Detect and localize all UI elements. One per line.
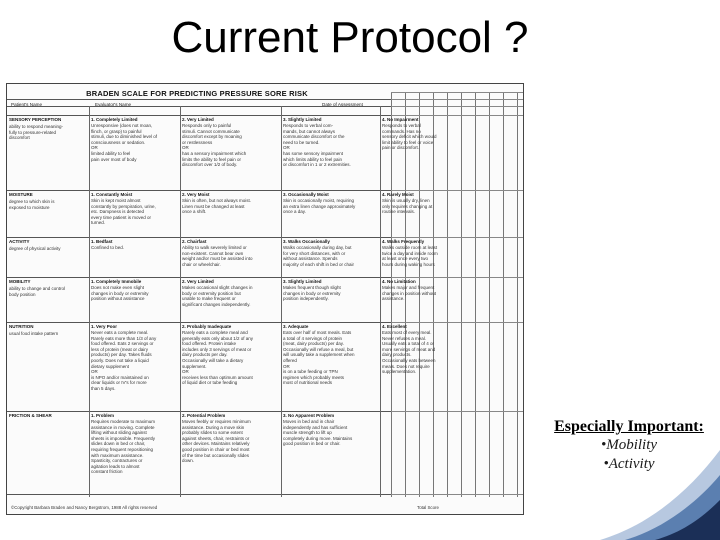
copyright-footer: ©Copyright Barbara Braden and Nancy Bergstrom, 1988 All rights reserved: [11, 505, 158, 510]
criterion-heading: 1. Bedfast: [91, 239, 113, 244]
decorative-corner-swoosh: [600, 430, 720, 540]
score-row-line: [391, 106, 523, 107]
grid-hline: [7, 494, 391, 495]
note-item-mobility: •Mobility: [600, 437, 658, 453]
criterion-heading: 4. Walks Frequently: [382, 239, 425, 244]
grid-hline: [7, 190, 391, 191]
score-row-line: [391, 494, 523, 495]
evaluator-name-label: Evaluator's Name: [95, 102, 132, 107]
score-column-line: [461, 92, 462, 497]
grid-vline: [180, 106, 181, 497]
row-name: MOISTURE: [9, 192, 33, 197]
row-description: ability to respond meaning- fully to pressure-related discomfort: [9, 124, 64, 141]
criterion-text: Skin is kept moist almost constantly by perspiration, urine, etc. Dampness is detected every time patient is moved or turned.: [91, 198, 156, 226]
criterion-heading: 3. Occasionally Moist: [283, 192, 329, 197]
row-name: MOBILITY: [9, 279, 31, 284]
score-row-line: [391, 411, 523, 412]
grid-hline: [7, 115, 391, 116]
criterion-heading: 3. Walks Occasionally: [283, 239, 330, 244]
grid-hline: [7, 237, 391, 238]
form-title: BRADEN SCALE FOR PREDICTING PRESSURE SORE RISK: [86, 89, 308, 98]
grid-hline: [7, 411, 391, 412]
grid-hline: [7, 99, 391, 100]
criterion-heading: 3. Slightly Limited: [283, 117, 322, 122]
score-row-line: [391, 237, 523, 238]
row-name: FRICTION & SHEAR: [9, 413, 52, 418]
score-row-line: [391, 322, 523, 323]
criterion-heading: 2. Very Limited: [182, 279, 214, 284]
grid-vline: [281, 106, 282, 497]
criterion-heading: 3. Adequate: [283, 324, 309, 329]
criterion-text: Unresponsive (does not moan, flinch, or grasp) to painful stimuli, due to diminished level of consciousness or sedation. OR limited ability to feel pain over most of body: [91, 123, 158, 162]
criterion-text: Skin is occasionally moist, requiring an extra linen change approximately once a day.: [283, 198, 356, 215]
criterion-heading: 4. No Impairment: [382, 117, 419, 122]
criterion-heading: 1. Completely Limited: [91, 117, 138, 122]
grid-hline: [7, 106, 391, 107]
criterion-heading: 3. Slightly Limited: [283, 279, 322, 284]
criterion-text: Rarely eats a complete meal and generally eats only about 1/2 of any food offered. Protein intake includes only 3 servings of meat or dairy products per day. Occasionally will take a dietary supplement. OR receives less than optimum amount of liquid diet or tube feeding: [182, 330, 254, 386]
criterion-text: Confined to bed.: [91, 245, 125, 250]
criterion-text: Responds only to painful stimuli. Cannot communicate discomfort except by moaning or restlessness OR has a sensory impairment which limits the ability to feel pain or discomfort over 1/2 of body.: [182, 123, 247, 168]
criterion-heading: 2. Chairfast: [182, 239, 207, 244]
criterion-text: Does not make even slight changes in body or extremity position without assistance: [91, 285, 149, 302]
criterion-heading: 4. Rarely Moist: [382, 192, 414, 197]
score-column-line: [489, 92, 490, 497]
grid-hline: [7, 322, 391, 323]
patient-name-label: Patient's Name: [11, 102, 43, 107]
criterion-heading: 1. Completely Immobile: [91, 279, 142, 284]
score-row-line: [391, 92, 523, 93]
criterion-text: Moves in bed and in chair independently and has sufficient muscle strength to lift up completely during move. Maintains good position in bed or chair.: [283, 419, 353, 447]
criterion-heading: 2. Probably Inadequate: [182, 324, 232, 329]
score-column-line: [503, 92, 504, 497]
score-column-line: [475, 92, 476, 497]
criterion-heading: 2. Very Limited: [182, 117, 214, 122]
row-name: ACTIVITY: [9, 239, 30, 244]
criterion-heading: 2. Very Moist: [182, 192, 210, 197]
criterion-heading: 4. No Limitation: [382, 279, 416, 284]
criterion-text: Moves feebly or requires minimum assistance. During a move skin probably slides to some extent against sheets, chair, restraints or other devices. Maintains relatively good position in chair or bed most of the time but occasionally slides down.: [182, 419, 251, 464]
criterion-heading: 1. Problem: [91, 413, 115, 418]
score-row-line: [391, 115, 523, 116]
note-heading: Especially Important:: [554, 418, 704, 435]
criterion-text: Makes frequent though slight changes in body or extremity position independently.: [283, 285, 341, 302]
row-description: usual food intake pattern: [9, 331, 59, 336]
criterion-heading: 1. Very Poor: [91, 324, 118, 329]
criterion-text: Requires moderate to maximum assistance in moving. Complete lifting without sliding against sheets is impossible. Frequently slides down in bed or chair, requiring frequent repositioning with maximum assistance. Spasticity, contractures or agitation leads to almost constant friction: [91, 419, 156, 475]
total-score-label: Total Score: [417, 505, 439, 510]
criterion-text: Makes occasional slight changes in body or extremity position but unable to make frequent or significant changes independently.: [182, 285, 253, 307]
row-description: degree of physical activity: [9, 246, 61, 251]
date-of-assessment-label: Date of Assessment: [322, 102, 363, 107]
criterion-heading: 1. Constantly Moist: [91, 192, 133, 197]
row-description: ability to change and control body position: [9, 286, 66, 297]
score-row-line: [391, 277, 523, 278]
score-row-line: [391, 190, 523, 191]
criterion-text: Responds to verbal com- mands, but cannot always communicate discomfort or the need to be turned. OR has some sensory impairment which limits ability to feel pain or discomfort in 1 or 2 extremities.: [283, 123, 351, 168]
score-row-line: [391, 99, 523, 100]
criterion-text: Walks occasionally during day, but for very short distances, with or without assistance. Spends majority of each shift in bed or chair: [283, 245, 355, 267]
grid-vline: [380, 106, 381, 497]
criterion-heading: 2. Potential Problem: [182, 413, 226, 418]
score-column-line: [447, 92, 448, 497]
criterion-text: Walks outside room at least twice a day and inside room at least once every two hours during waking hours: [382, 245, 438, 267]
row-description: degree to which skin is exposed to moisture: [9, 199, 55, 210]
criterion-text: Makes major and frequent changes in position without assistance.: [382, 285, 437, 302]
criterion-text: Eats over half of most meals. Eats a total of 4 servings of protein (meat, dairy products) per day. Occasionally will refuse a meal, but will usually take a supplement when offered OR is on a tube feeding or TPN regimen which probably meets most of nutritional needs: [283, 330, 355, 386]
criterion-text: Skin is usually dry, linen only requires changing at routine intervals.: [382, 198, 433, 215]
criterion-heading: 3. No Apparent Problem: [283, 413, 335, 418]
criterion-text: Ability to walk severely limited or non-existent. Cannot bear own weight and/or must be assisted into chair or wheelchair.: [182, 245, 253, 267]
slide-title: Current Protocol ?: [171, 13, 529, 62]
row-name: SENSORY PERCEPTION: [9, 117, 62, 122]
score-column-line: [517, 92, 518, 497]
criterion-text: Skin is often, but not always moist. Linen must be changed at least once a shift.: [182, 198, 252, 215]
braden-scale-form: [6, 83, 524, 515]
row-name: NUTRITION: [9, 324, 34, 329]
criterion-heading: 4. Excellent: [382, 324, 407, 329]
grid-vline: [89, 106, 90, 497]
criterion-text: Responds to verbal commands. Has no sensory deficit which would limit ability to feel or voice pain or discomfort.: [382, 123, 437, 151]
grid-hline: [7, 277, 391, 278]
note-item-activity: •Activity: [603, 456, 655, 472]
criterion-text: Never eats a complete meal. Rarely eats more than 1/3 of any food offered. Eats 2 servings or less of protein (meat or dairy products) per day. Takes fluids poorly. Does not take a liquid dietary supplement OR is NPO and/or maintained on clear liquids or IV's for more than 5 days.: [91, 330, 157, 391]
criterion-text: Eats most of every meal. Never refuses a meal. Usually eats a total of 4 or more servings of meat and dairy products. Occasionally eats between meals. Does not require supplementation.: [382, 330, 436, 375]
